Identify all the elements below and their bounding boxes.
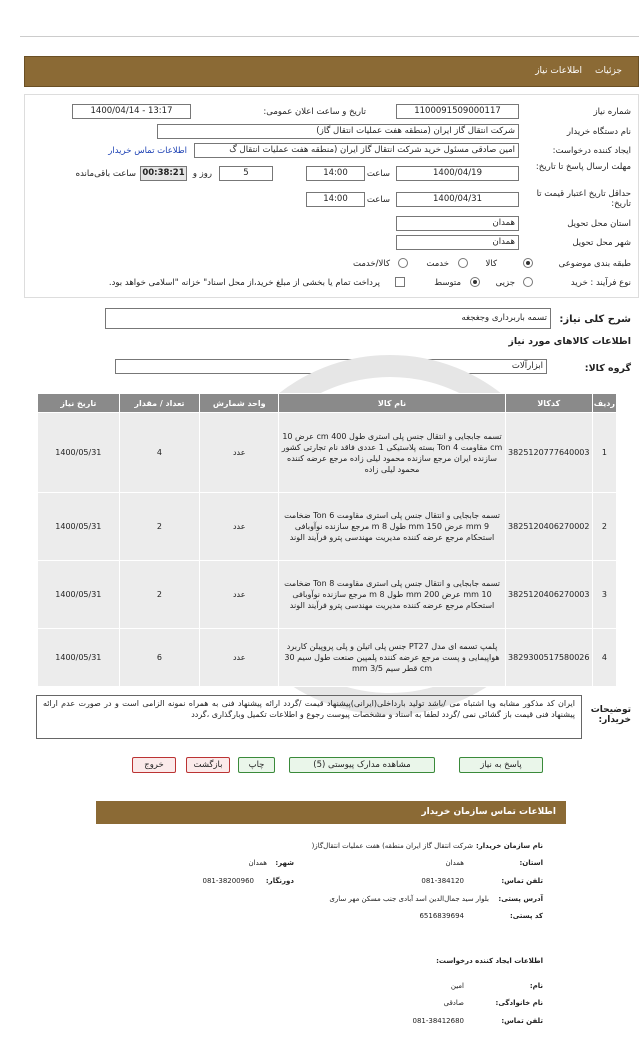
remaining-time-label: ساعت باقی‌مانده (75, 169, 136, 179)
col-unit: واحد شمارش (200, 394, 279, 413)
reply-button[interactable]: پاسخ به نیاز (459, 757, 543, 773)
address-label: آدرس پستی: (498, 895, 543, 903)
row-name: تسمه جابجایی و انتقال جنس پلی استری طول 400 cm عرض 10 cm مقاومت 4 Ton بسته پلاستیکی 1 عددی فاقد نام تجارتی کشور سازنده ایران مرجع سازنده محمود لیلی زاده مرجع عرضه کننده محمود لیلی زاده (279, 413, 506, 493)
category-service-radio[interactable] (458, 258, 468, 268)
tab-need-info[interactable]: اطلاعات نیاز (535, 66, 582, 76)
province-contact-value: همدان (445, 859, 464, 867)
process-partial-label: جزیی (495, 278, 515, 288)
row-qty: 6 (119, 629, 200, 687)
row-index: 3 (592, 561, 616, 629)
print-button[interactable]: چاپ (238, 757, 275, 773)
org-label: نام سازمان خریدار: (475, 842, 543, 850)
need-number-label: شماره نیاز (593, 107, 631, 117)
tab-details[interactable]: جزئیات (595, 66, 622, 76)
row-code: 3825120406270002 (505, 493, 592, 561)
creator-phone-value: 081-38412680 (412, 1017, 464, 1025)
row-qty: 2 (119, 561, 200, 629)
category-label: طبقه بندی موضوعی (558, 259, 631, 269)
validity-date-field: 1400/04/31 (396, 192, 519, 207)
family-label: نام خانوادگی: (495, 999, 543, 1007)
header-bar (24, 56, 639, 87)
table-row[interactable] (38, 629, 617, 687)
announce-label: تاریخ و ساعت اعلان عمومی: (263, 107, 366, 117)
creator-phone-label: تلفن تماس: (501, 1017, 543, 1025)
deadline-time-label: ساعت (366, 169, 390, 179)
back-button[interactable]: بازگشت (186, 757, 230, 773)
buyer-label: نام دستگاه خریدار (566, 127, 631, 137)
treasury-payment-note: پرداخت تمام یا بخشی از مبلغ خرید،از محل اسناد" خزانه "اسلامی خواهد بود. (108, 278, 380, 288)
province-field: همدان (396, 216, 519, 231)
row-code: 3829300517580026 (505, 629, 592, 687)
fax-label: دورنگار: (265, 877, 294, 885)
goods-info-title: اطلاعات کالاهای مورد نیاز (508, 336, 631, 347)
row-unit: عدد (200, 413, 279, 493)
deadline-time-field: 14:00 (306, 166, 365, 181)
need-number-field: 1100091509000117 (396, 104, 519, 119)
category-service-label: خدمت (426, 259, 449, 269)
contact-title: اطلاعات تماس سازمان خریدار (421, 807, 556, 817)
category-goods-label: کالا (485, 259, 497, 269)
exit-button[interactable]: خروج (132, 757, 176, 773)
creator-field: امین صادقی مسئول خرید شرکت انتقال گاز ایران (منطقه هفت عملیات انتقال گ (194, 143, 519, 158)
row-date: 1400/05/31 (38, 629, 120, 687)
name-label: نام: (529, 982, 543, 990)
city-contact-value: همدان (248, 859, 267, 867)
category-goods-radio[interactable] (523, 258, 533, 268)
days-field: 5 (219, 166, 273, 181)
province-contact-label: استان: (519, 859, 543, 867)
postal-value: 6516839694 (419, 912, 464, 920)
deadline-label: مهلت ارسال پاسخ تا تاریخ: (535, 162, 631, 172)
row-date: 1400/05/31 (38, 561, 120, 629)
summary-field: تسمه باربرداری وجغجغه (105, 308, 551, 329)
process-medium-label: متوسط (434, 278, 461, 288)
deadline-date-field: 1400/04/19 (396, 166, 519, 181)
process-label: نوع فرآیند : خرید (570, 278, 631, 288)
row-name: تسمه جابجایی و انتقال جنس پلی استری مقاومت 8 Ton ضخامت 10 mm عرض 200 mm طول 8 m مرجع سازنده نوآوبافی استحکام مرجع عرضه کننده مدیریت مهندسی پترو فرآیند الوند (279, 561, 506, 629)
buyer-field: شرکت انتقال گاز ایران (منطقه هفت عملیات انتقال گاز) (157, 124, 519, 139)
phone-label: تلفن تماس: (501, 877, 543, 885)
row-index: 1 (592, 413, 616, 493)
table-row[interactable] (38, 561, 617, 629)
process-partial-radio[interactable] (523, 277, 533, 287)
group-label: گروه کالا: (584, 363, 631, 374)
validity-time-label: ساعت (366, 195, 390, 205)
table-row[interactable] (38, 493, 617, 561)
province-label: استان محل تحویل (567, 219, 631, 229)
announce-field: 1400/04/14 - 13:17 (72, 104, 191, 119)
group-field: ابزارآلات (115, 359, 547, 374)
category-goods-service-label: کالا/خدمت (353, 259, 390, 269)
table-header-row (38, 394, 617, 413)
col-code: کدکالا (505, 394, 592, 413)
postal-label: کد پستی: (509, 912, 543, 920)
name-value: امین (450, 982, 464, 990)
top-divider (20, 36, 639, 37)
treasury-payment-checkbox[interactable] (395, 277, 405, 287)
row-code: 3825120406270003 (505, 561, 592, 629)
city-field: همدان (396, 235, 519, 250)
row-unit: عدد (200, 629, 279, 687)
process-medium-radio[interactable] (470, 277, 480, 287)
row-qty: 2 (119, 493, 200, 561)
row-index: 4 (592, 629, 616, 687)
category-goods-service-radio[interactable] (398, 258, 408, 268)
remaining-time-field: 00:38:21 (140, 166, 187, 181)
summary-label: شرح کلی نیاز: (559, 314, 631, 325)
creator-section-title: اطلاعات ایجاد کننده درخواست: (436, 957, 543, 965)
buyer-notes-label: توضیحات خریدار: (590, 705, 631, 725)
address-value: بلوار سید جمال‌الدین اسد آبادی جنب مسکن مهر ساری (329, 895, 489, 903)
table-row[interactable] (38, 413, 617, 493)
contact-header (96, 801, 566, 824)
validity-label: حداقل تاریخ اعتبار قیمت تا تاریخ: (536, 189, 631, 209)
row-code: 3825120777640003 (505, 413, 592, 493)
row-name: پلمپ تسمه ای مدل PT27 جنس پلی اتیلن و پلی پروپیلن کاربرد هواپیمایی و پست مرجع عرضه کننده پلمپین صنعت طول سیم 30 cm قطر سیم 3/5 mm (279, 629, 506, 687)
buyer-notes-field: ایران کد مذکور مشابه ویا اشتباه می /باشد تولید بارداخلی(ایرانی)پیشنهاد قیمت /گردد ارائه پیشنهاد فنی به همراه نمونه الزامی است و در صورت عدم ارائه پیشنهاد فنی قیمت باز گشائی نمی /گردد لطفا به اسناد و مشخصات پیوست رجوع و اطلاعات تکمیل وبارگذاری ،گردد (36, 695, 582, 739)
row-date: 1400/05/31 (38, 493, 120, 561)
days-label: روز و (192, 169, 212, 179)
row-qty: 4 (119, 413, 200, 493)
col-date: تاریخ نیاز (38, 394, 120, 413)
validity-time-field: 14:00 (306, 192, 365, 207)
phone-value: 081-384120 (421, 877, 464, 885)
col-index: ردیف (592, 394, 616, 413)
col-name: نام کالا (279, 394, 506, 413)
city-contact-label: شهر: (275, 859, 294, 867)
creator-label: ایجاد کننده درخواست: (552, 146, 631, 156)
col-qty: تعداد / مقدار (119, 394, 200, 413)
row-unit: عدد (200, 561, 279, 629)
row-index: 2 (592, 493, 616, 561)
row-unit: عدد (200, 493, 279, 561)
buyer-contact-link[interactable]: اطلاعات تماس خریدار (108, 146, 187, 156)
org-value: شرکت انتقال گاز ایران منطقه) هفت عملیات انتقال‌گاز( (311, 842, 473, 850)
city-label: شهر محل تحویل (572, 238, 631, 248)
fax-value: 081-38200960 (202, 877, 254, 885)
goods-table (37, 393, 617, 687)
attachments-button[interactable]: مشاهده مدارک پیوستی (5) (289, 757, 435, 773)
family-value: صادقی (443, 999, 464, 1007)
row-date: 1400/05/31 (38, 413, 120, 493)
row-name: تسمه جابجایی و انتقال جنس پلی استری مقاومت 6 Ton ضخامت 9 mm عرض 150 mm طول 8 m مرجع سازنده نوآوبافی استحکام مرجع عرضه کننده مدیریت مهندسی پترو فرآیند الوند (279, 493, 506, 561)
